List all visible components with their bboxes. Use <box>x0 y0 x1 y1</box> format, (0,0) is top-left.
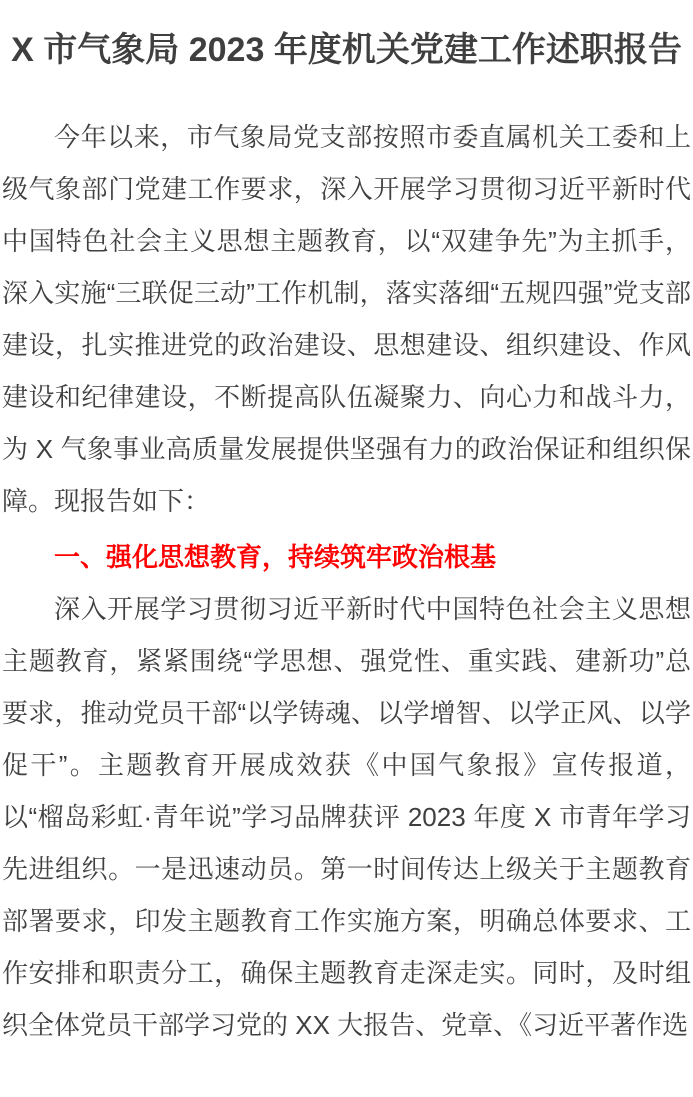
section-1-body-paragraph: 深入开展学习贯彻习近平新时代中国特色社会主义思想主题教育，紧紧围绕“学思想、强党性、重实践、建新功”总要求，推动党员干部“以学铸魂、以学增智、以学正风、以学促干”。主题教育开展成效获《中国气象报》宣传报道，以“榴岛彩虹·青年说”学习品牌获评 2023 年度 X 市青年学习先进组织。一是迅速动员。第一时间传达上级关于主题教育部署要求，印发主题教育工作实施方案，明确总体要求、工作安排和职责分工，确保主题教育走深走实。同时，及时组织全体党员干部学习党的 XX 大报告、党章、《习近平著作选 <box>2 594 691 1040</box>
document-page <box>2 25 691 1051</box>
intro-paragraph: 今年以来，市气象局党支部按照市委直属机关工委和上级气象部门党建工作要求，深入开展学习贯彻习近平新时代中国特色社会主义思想主题教育，以“双建争先”为主抓手，深入实施“三联促三动”工作机制，落实落细“五规四强”党支部建设，扎实推进党的政治建设、思想建设、组织建设、作风建设和纪律建设，不断提高队伍凝聚力、向心力和战斗力，为 X 气象事业高质量发展提供坚强有力的政治保证和组织保障。现报告如下： <box>2 122 691 516</box>
document-title: X 市气象局 2023 年度机关党建工作述职报告 <box>11 31 682 69</box>
section-1-heading: 一、强化思想教育，持续筑牢政治根基 <box>54 542 497 572</box>
